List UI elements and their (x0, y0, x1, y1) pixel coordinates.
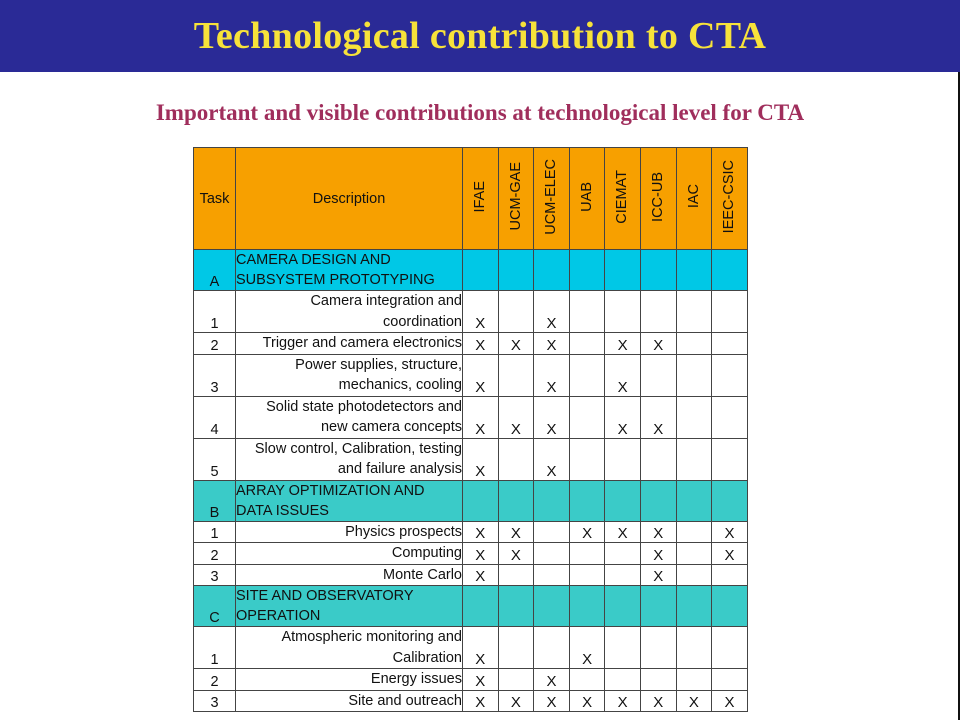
contribution-mark-cell (534, 586, 570, 627)
task-cell: B (194, 480, 236, 521)
contribution-mark-cell: X (463, 627, 499, 669)
table-row (194, 354, 748, 396)
header-institution (676, 148, 712, 250)
description-cell: Trigger and camera electronics (236, 333, 463, 355)
contribution-mark-cell (605, 543, 641, 565)
contribution-mark-cell: X (640, 396, 676, 438)
contribution-mark-cell: X (712, 690, 748, 712)
table-row (194, 564, 748, 586)
contribution-mark-cell (712, 291, 748, 333)
header-institution-label: UCM-GAE (507, 162, 524, 231)
contribution-mark-cell (605, 564, 641, 586)
contribution-mark-cell (605, 480, 641, 521)
description-cell: Energy issues (236, 669, 463, 691)
contribution-mark-cell (676, 250, 712, 291)
contribution-mark-cell (534, 521, 570, 543)
contribution-mark-cell (498, 438, 534, 480)
header-institution (712, 148, 748, 250)
header-institution-label: IAC (685, 184, 702, 209)
contribution-mark-cell: X (463, 543, 499, 565)
contribution-mark-cell: X (498, 521, 534, 543)
contribution-mark-cell (498, 354, 534, 396)
contribution-mark-cell: X (605, 690, 641, 712)
contribution-mark-cell: X (534, 354, 570, 396)
contribution-mark-cell (569, 480, 605, 521)
header-institution-label: CIEMAT (614, 169, 631, 224)
task-cell: 1 (194, 521, 236, 543)
header-institution (463, 148, 499, 250)
table-row (194, 669, 748, 691)
contribution-mark-cell: X (463, 521, 499, 543)
contribution-mark-cell (712, 250, 748, 291)
section-row (194, 250, 748, 291)
task-cell: 4 (194, 396, 236, 438)
contribution-mark-cell (498, 669, 534, 691)
contribution-mark-cell (640, 586, 676, 627)
header-institution (498, 148, 534, 250)
contribution-mark-cell (605, 669, 641, 691)
contribution-mark-cell (463, 480, 499, 521)
contribution-mark-cell: X (676, 690, 712, 712)
table-row (194, 291, 748, 333)
contribution-mark-cell: X (605, 521, 641, 543)
contribution-mark-cell (605, 586, 641, 627)
table-row (194, 396, 748, 438)
slide-subtitle: Important and visible contributions at technological level for CTA (155, 100, 805, 125)
contribution-mark-cell (712, 396, 748, 438)
contribution-mark-cell: X (605, 333, 641, 355)
contribution-mark-cell (605, 250, 641, 291)
contribution-mark-cell (534, 627, 570, 669)
table-row (194, 543, 748, 565)
contribution-mark-cell: X (463, 291, 499, 333)
contribution-mark-cell (463, 586, 499, 627)
contribution-mark-cell: X (712, 543, 748, 565)
contribution-mark-cell (676, 354, 712, 396)
section-title-cell: ARRAY OPTIMIZATION AND DATA ISSUES (236, 480, 463, 521)
contribution-mark-cell: X (640, 564, 676, 586)
contribution-mark-cell (498, 627, 534, 669)
contribution-mark-cell (676, 586, 712, 627)
contribution-mark-cell (463, 250, 499, 291)
contribution-mark-cell: X (534, 333, 570, 355)
description-cell: Slow control, Calibration, testing and failure analysis (236, 438, 463, 480)
header-institution-label: IEEC-CSIC (721, 159, 738, 234)
contribution-mark-cell: X (463, 333, 499, 355)
table-row (194, 521, 748, 543)
contribution-mark-cell (676, 333, 712, 355)
contribution-mark-cell: X (640, 333, 676, 355)
task-cell: 3 (194, 354, 236, 396)
header-institution-label: UCM-ELEC (543, 158, 560, 235)
contribution-table (193, 147, 748, 712)
contribution-mark-cell (712, 627, 748, 669)
contribution-mark-cell: X (463, 669, 499, 691)
contribution-mark-cell (676, 396, 712, 438)
contribution-mark-cell (534, 543, 570, 565)
contribution-mark-cell: X (640, 543, 676, 565)
contribution-mark-cell (676, 669, 712, 691)
contribution-mark-cell (676, 627, 712, 669)
contribution-mark-cell (712, 669, 748, 691)
contribution-mark-cell (640, 438, 676, 480)
task-cell: 2 (194, 543, 236, 565)
contribution-mark-cell (712, 564, 748, 586)
contribution-mark-cell: X (463, 690, 499, 712)
contribution-mark-cell (712, 354, 748, 396)
contribution-mark-cell (605, 291, 641, 333)
contribution-mark-cell (640, 669, 676, 691)
contribution-mark-cell (498, 564, 534, 586)
contribution-mark-cell (534, 250, 570, 291)
contribution-mark-cell (534, 564, 570, 586)
contribution-mark-cell: X (463, 354, 499, 396)
description-cell: Solid state photodetectors and new camera concepts (236, 396, 463, 438)
table-row (194, 438, 748, 480)
section-row (194, 586, 748, 627)
contribution-mark-cell: X (498, 396, 534, 438)
table-row (194, 333, 748, 355)
contribution-mark-cell (569, 438, 605, 480)
description-cell: Physics prospects (236, 521, 463, 543)
contribution-mark-cell: X (605, 396, 641, 438)
section-title-cell: CAMERA DESIGN AND SUBSYSTEM PROTOTYPING (236, 250, 463, 291)
contribution-mark-cell: X (498, 333, 534, 355)
contribution-mark-cell (498, 480, 534, 521)
task-cell: 1 (194, 291, 236, 333)
header-institution-label: UAB (578, 181, 595, 212)
contribution-mark-cell (498, 250, 534, 291)
contribution-mark-cell (569, 354, 605, 396)
contribution-mark-cell: X (534, 291, 570, 333)
task-cell: 1 (194, 627, 236, 669)
contribution-mark-cell (712, 480, 748, 521)
header-institution-label: ICC-UB (650, 171, 667, 222)
contribution-mark-cell (569, 333, 605, 355)
contribution-mark-cell: X (569, 627, 605, 669)
contribution-mark-cell (640, 291, 676, 333)
header-task: Task (194, 148, 236, 250)
table-header-row (194, 148, 748, 250)
task-cell: 5 (194, 438, 236, 480)
task-cell: C (194, 586, 236, 627)
header-description: Description (236, 148, 463, 250)
header-institution (605, 148, 641, 250)
contribution-mark-cell: X (569, 521, 605, 543)
contribution-mark-cell: X (498, 690, 534, 712)
contribution-mark-cell (569, 669, 605, 691)
description-cell: Site and outreach (236, 690, 463, 712)
contribution-mark-cell (676, 564, 712, 586)
contribution-mark-cell (640, 627, 676, 669)
contribution-mark-cell (676, 480, 712, 521)
header-institution-label: IFAE (472, 180, 489, 213)
description-cell: Camera integration and coordination (236, 291, 463, 333)
description-cell: Atmospheric monitoring and Calibration (236, 627, 463, 669)
slide-title: Technological contribution to CTA (193, 15, 767, 57)
contribution-mark-cell (676, 438, 712, 480)
table-row (194, 627, 748, 669)
section-row (194, 480, 748, 521)
contribution-mark-cell (534, 480, 570, 521)
contribution-mark-cell: X (605, 354, 641, 396)
contribution-mark-cell (569, 564, 605, 586)
contribution-mark-cell (712, 333, 748, 355)
task-cell: A (194, 250, 236, 291)
contribution-mark-cell: X (498, 543, 534, 565)
description-cell: Monte Carlo (236, 564, 463, 586)
contribution-mark-cell (569, 543, 605, 565)
section-title-cell: SITE AND OBSERVATORY OPERATION (236, 586, 463, 627)
title-bar (0, 0, 960, 72)
header-institution (569, 148, 605, 250)
contribution-mark-cell: X (534, 438, 570, 480)
contribution-mark-cell (712, 586, 748, 627)
table-body (194, 250, 748, 712)
contribution-mark-cell: X (640, 521, 676, 543)
description-cell: Computing (236, 543, 463, 565)
task-cell: 2 (194, 333, 236, 355)
contribution-mark-cell: X (569, 690, 605, 712)
contribution-mark-cell (605, 438, 641, 480)
table-row (194, 690, 748, 712)
contribution-mark-cell (569, 396, 605, 438)
contribution-mark-cell (569, 291, 605, 333)
contribution-mark-cell (569, 586, 605, 627)
contribution-mark-cell (712, 438, 748, 480)
header-institution (534, 148, 570, 250)
contribution-mark-cell (498, 291, 534, 333)
task-cell: 3 (194, 690, 236, 712)
contribution-mark-cell: X (640, 690, 676, 712)
contribution-mark-cell: X (463, 438, 499, 480)
contribution-mark-cell: X (534, 690, 570, 712)
contribution-mark-cell (676, 543, 712, 565)
description-cell: Power supplies, structure, mechanics, cooling (236, 354, 463, 396)
contribution-mark-cell (498, 586, 534, 627)
contribution-mark-cell (640, 250, 676, 291)
contribution-mark-cell: X (534, 669, 570, 691)
contribution-mark-cell (676, 521, 712, 543)
contribution-mark-cell (640, 354, 676, 396)
task-cell: 3 (194, 564, 236, 586)
contribution-mark-cell: X (463, 396, 499, 438)
task-cell: 2 (194, 669, 236, 691)
contribution-mark-cell: X (712, 521, 748, 543)
contribution-mark-cell (605, 627, 641, 669)
header-institution (640, 148, 676, 250)
contribution-mark-cell: X (534, 396, 570, 438)
contribution-mark-cell (640, 480, 676, 521)
contribution-mark-cell (569, 250, 605, 291)
contribution-mark-cell: X (463, 564, 499, 586)
contribution-mark-cell (676, 291, 712, 333)
